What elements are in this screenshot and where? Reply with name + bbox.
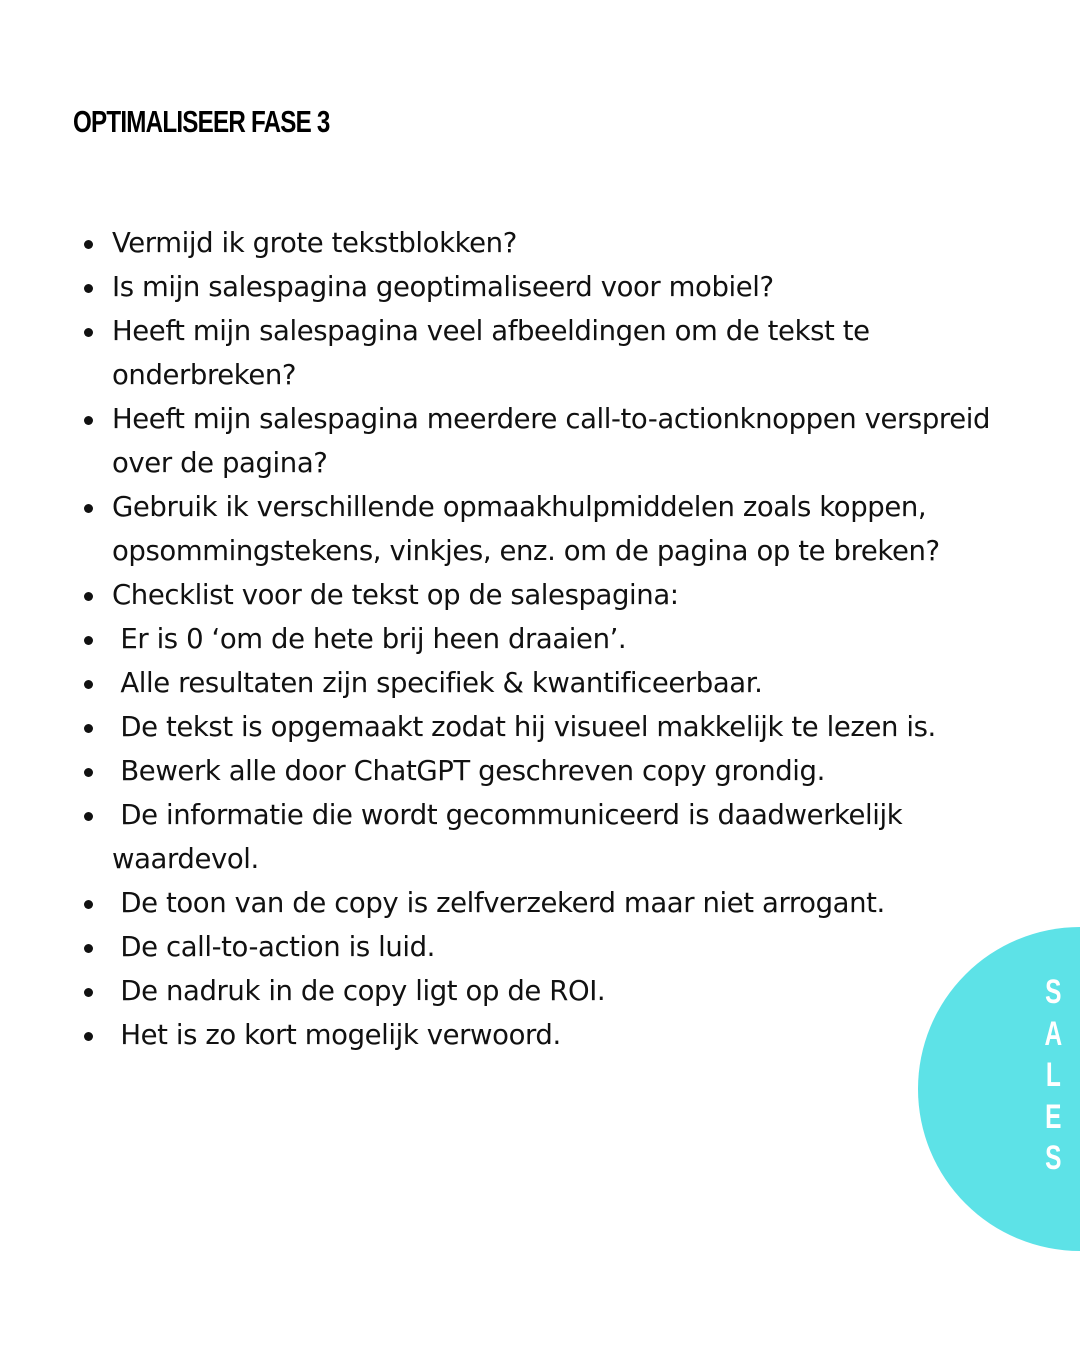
list-item-text: Gebruik ik verschillende opmaakhulpmiddelen zoals koppen, opsommingstekens, vinkjes, enz. om de pagina op te breken? [112, 491, 940, 567]
bullet-icon [84, 504, 93, 513]
list-item [84, 221, 1044, 265]
list-item-text: Is mijn salespagina geoptimaliseerd voor mobiel? [112, 271, 774, 303]
list-item-text: De call-to-action is luid. [112, 931, 436, 963]
list-item-text: Heeft mijn salespagina veel afbeeldingen om de tekst te onderbreken? [112, 315, 878, 391]
list-item [84, 793, 1044, 881]
bullet-icon [84, 416, 93, 425]
list-item [84, 485, 1044, 573]
list-item-text: Het is zo kort mogelijk verwoord. [112, 1019, 561, 1051]
list-item [84, 705, 1044, 749]
list-item [84, 309, 1044, 397]
bullet-icon [84, 988, 93, 997]
bullet-icon [84, 812, 93, 821]
list-item-text: Checklist voor de tekst op de salespagina: [112, 579, 679, 611]
bullet-icon [84, 240, 93, 249]
bullet-icon [84, 284, 93, 293]
list-item-text: Heeft mijn salespagina meerdere call-to-actionknoppen verspreid over de pagina? [112, 403, 999, 479]
list-item [84, 573, 1044, 617]
bullet-icon [84, 592, 93, 601]
list-item-text: De toon van de copy is zelfverzekerd maar niet arrogant. [112, 887, 885, 919]
list-item [84, 661, 1044, 705]
bullet-icon [84, 680, 93, 689]
list-item [84, 1013, 1044, 1057]
bullet-icon [84, 900, 93, 909]
side-label-letter: A [1044, 1014, 1062, 1053]
list-item [84, 617, 1044, 661]
list-item [84, 969, 1044, 1013]
bullet-icon [84, 636, 93, 645]
page-title: OPTIMALISEER FASE 3 [73, 104, 330, 139]
list-item-text: Vermijd ik grote tekstblokken? [112, 227, 517, 259]
list-item-text: De informatie die wordt gecommuniceerd is daadwerkelijk waardevol. [112, 799, 911, 875]
side-label [1040, 972, 1066, 1180]
list-item-text: De tekst is opgemaakt zodat hij visueel makkelijk te lezen is. [112, 711, 936, 743]
side-label-letter: L [1045, 1056, 1061, 1094]
side-label-letter: E [1044, 1097, 1062, 1136]
list-item-text: Alle resultaten zijn specifiek & kwantificeerbaar. [112, 667, 763, 699]
list-item-text: Er is 0 ‘om de hete brij heen draaien’. [112, 623, 627, 655]
bullet-icon [84, 724, 93, 733]
list-item [84, 881, 1044, 925]
checklist [84, 221, 1044, 1057]
side-label-letter: S [1044, 973, 1062, 1011]
list-item-text: Bewerk alle door ChatGPT geschreven copy grondig. [112, 755, 825, 787]
side-label-letter: S [1044, 1139, 1062, 1177]
bullet-icon [84, 1032, 93, 1041]
list-item [84, 925, 1044, 969]
list-item [84, 749, 1044, 793]
bullet-icon [84, 768, 93, 777]
list-item-text: De nadruk in de copy ligt op de ROI. [112, 975, 606, 1007]
bullet-icon [84, 328, 93, 337]
list-item [84, 265, 1044, 309]
bullet-icon [84, 944, 93, 953]
list-item [84, 397, 1044, 485]
